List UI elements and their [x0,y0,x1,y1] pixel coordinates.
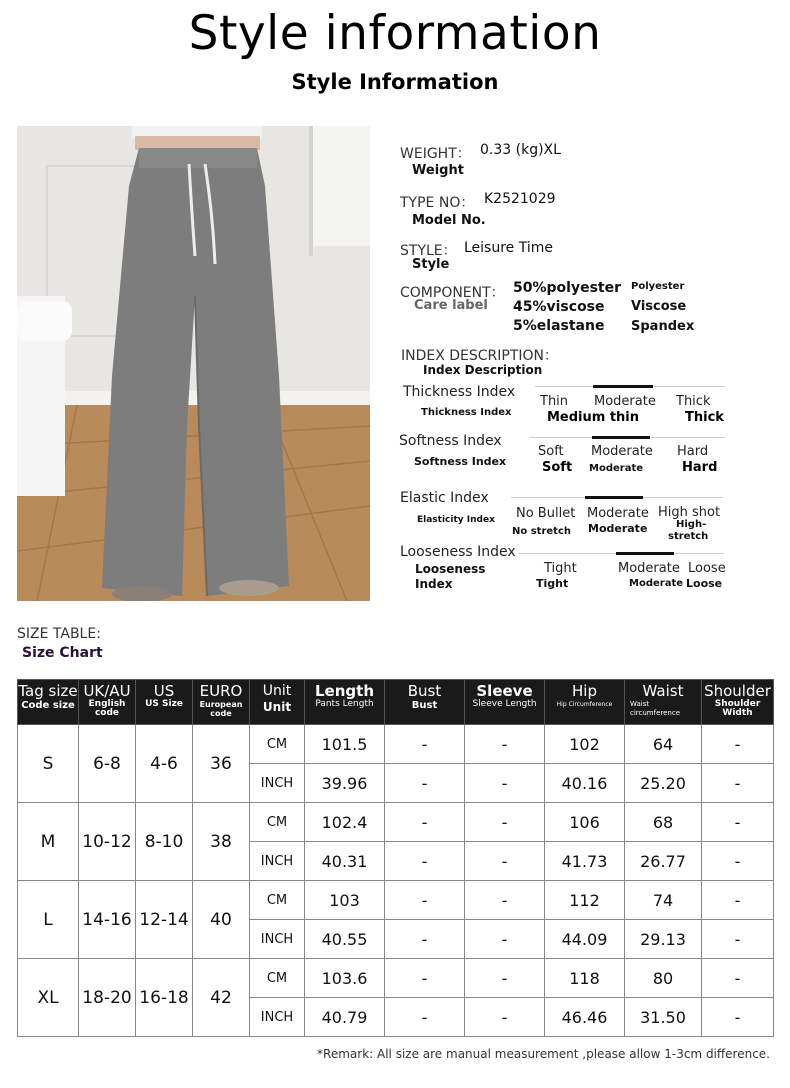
table-cell: 102 [545,725,625,764]
table-cell: - [702,959,774,998]
elastic-option-sub: stretch [668,531,709,542]
table-cell: - [702,998,774,1037]
header-uk-au: UK/AU English code [79,680,136,725]
table-cell: 26.77 [625,842,702,881]
table-cell: - [465,842,545,881]
elastic-index-label: Elastic Index [400,490,489,506]
component-sub: Care label [414,298,488,313]
table-cell: - [465,725,545,764]
looseness-index-label: Looseness Index [400,544,516,560]
looseness-option-sub: Tight [536,577,569,590]
elastic-selected-mark [585,496,643,499]
elastic-index-sub: Elasticity Index [417,515,495,525]
thickness-option: Thin [540,394,569,409]
table-cell: CM [250,803,305,842]
table-cell: S [18,725,79,803]
table-cell: - [702,920,774,959]
looseness-index-sub: Looseness [415,562,486,576]
softness-option: Moderate [591,444,653,459]
table-cell: - [385,725,465,764]
table-cell: - [385,881,465,920]
thickness-option-sub: Thick [685,410,724,425]
table-cell: XL [18,959,79,1037]
table-cell: INCH [250,920,305,959]
table-cell: CM [250,725,305,764]
page-subtitle: Style Information [291,70,499,94]
index-description-label: INDEX DESCRIPTION： [401,348,559,364]
component-label: COMPONENT： [400,285,505,301]
softness-option-sub: Soft [542,460,573,475]
table-cell: 112 [545,881,625,920]
table-cell: 12-14 [136,881,193,959]
looseness-option: Loose [688,561,726,576]
table-cell: 40.79 [305,998,385,1037]
softness-index-label: Softness Index [399,433,502,449]
header-waist: Waist Waist circumference [625,680,702,725]
thickness-index-label: Thickness Index [403,384,516,400]
header-hip: Hip Hip Circumference [545,680,625,725]
table-cell: - [702,764,774,803]
table-cell: - [465,920,545,959]
component-en: Polyester [631,281,685,292]
table-cell: - [385,959,465,998]
table-cell: 74 [625,881,702,920]
table-cell: INCH [250,764,305,803]
table-cell: - [465,959,545,998]
table-cell: 10-12 [79,803,136,881]
table-cell: 103.6 [305,959,385,998]
table-row [18,803,774,842]
thickness-option-sub: Medium thin [547,410,640,425]
table-cell: - [702,725,774,764]
table-cell: CM [250,881,305,920]
table-cell: INCH [250,842,305,881]
table-cell: 101.5 [305,725,385,764]
table-cell: 29.13 [625,920,702,959]
elastic-option-sub: Moderate [588,522,648,535]
header-euro: EURO European code [193,680,250,725]
type-no-sub: Model No. [412,213,486,228]
table-cell: L [18,881,79,959]
table-cell: 44.09 [545,920,625,959]
table-cell: 102.4 [305,803,385,842]
header-length: Length Pants Length [305,680,385,725]
elastic-option-sub: No stretch [512,526,571,537]
table-cell: 64 [625,725,702,764]
table-cell: 68 [625,803,702,842]
looseness-index-sub: Index [415,577,453,591]
table-cell: - [465,803,545,842]
table-cell: 46.46 [545,998,625,1037]
page-title: Style information [188,6,602,61]
type-no-label: TYPE NO： [400,195,475,211]
table-cell: 8-10 [136,803,193,881]
table-cell: 40.31 [305,842,385,881]
table-row [18,881,774,920]
component-item: 45%viscose [513,299,605,315]
header-shoulder: Shoulder Shoulder Width [702,680,774,725]
component-en: Spandex [631,319,695,334]
header-sleeve: Sleeve Sleeve Length [465,680,545,725]
looseness-option-sub: Moderate [629,578,684,589]
header-unit: Unit Unit [250,680,305,725]
table-cell: - [385,842,465,881]
size-table-header-row [18,680,774,725]
table-cell: 103 [305,881,385,920]
style-sub: Style [412,257,450,272]
softness-option: Hard [677,444,709,459]
table-cell: 31.50 [625,998,702,1037]
softness-index-sub: Softness Index [414,455,507,468]
table-cell: 16-18 [136,959,193,1037]
softness-selected-mark [592,436,650,439]
table-cell: 40.16 [545,764,625,803]
table-cell: 39.96 [305,764,385,803]
table-cell: CM [250,959,305,998]
elastic-option: High shot [658,505,721,520]
table-cell: 25.20 [625,764,702,803]
table-cell: INCH [250,998,305,1037]
thickness-index-sub: Thickness Index [421,407,512,418]
table-cell: M [18,803,79,881]
size-table-label: SIZE TABLE: [17,626,101,642]
product-photo [17,126,370,601]
style-value: Leisure Time [464,240,553,256]
component-item: 5%elastane [513,318,605,334]
size-chart-label: Size Chart [22,645,103,661]
table-row [18,959,774,998]
weight-value: 0.33 (kg)XL [480,142,561,158]
softness-option-sub: Hard [682,460,718,475]
table-cell: - [385,920,465,959]
weight-label: WEIGHT： [400,146,471,162]
table-cell: 40 [193,881,250,959]
table-cell: 14-16 [79,881,136,959]
looseness-option-sub: Loose [686,577,723,590]
table-cell: 41.73 [545,842,625,881]
table-cell: 40.55 [305,920,385,959]
table-cell: 36 [193,725,250,803]
table-cell: 118 [545,959,625,998]
table-cell: - [465,764,545,803]
table-cell: - [465,881,545,920]
table-row [18,725,774,764]
table-cell: 18-20 [79,959,136,1037]
thickness-option: Moderate [594,394,656,409]
table-cell: - [702,803,774,842]
table-cell: - [385,998,465,1037]
table-cell: 42 [193,959,250,1037]
type-no-value: K2521029 [484,191,556,207]
table-cell: 80 [625,959,702,998]
table-cell: 38 [193,803,250,881]
looseness-option: Tight [544,561,577,576]
looseness-selected-mark [616,552,674,555]
elastic-option-sub: High- [676,519,707,530]
table-cell: - [385,764,465,803]
looseness-option: Moderate [618,561,680,576]
table-cell: - [385,803,465,842]
softness-option: Soft [538,444,564,459]
elastic-option: Moderate [587,506,649,521]
table-cell: 6-8 [79,725,136,803]
table-cell: - [702,881,774,920]
component-en: Viscose [631,299,687,314]
thickness-selected-mark [593,385,653,388]
size-table [17,679,774,1037]
header-us: US US Size [136,680,193,725]
table-cell: 106 [545,803,625,842]
elastic-option: No Bullet [516,506,576,521]
header-bust: Bust Bust [385,680,465,725]
index-description-sub: Index Description [423,363,543,377]
header-tag-size: Tag size Code size [18,680,79,725]
component-item: 50%polyester [513,280,621,296]
table-cell: - [702,842,774,881]
remark-note: *Remark: All size are manual measurement ,please allow 1-3cm difference. [317,1047,770,1061]
style-label: STYLE： [400,243,457,259]
weight-sub: Weight [412,163,464,178]
table-cell: - [465,998,545,1037]
table-cell: 4-6 [136,725,193,803]
softness-option-sub: Moderate [589,463,644,474]
thickness-option: Thick [676,394,711,409]
